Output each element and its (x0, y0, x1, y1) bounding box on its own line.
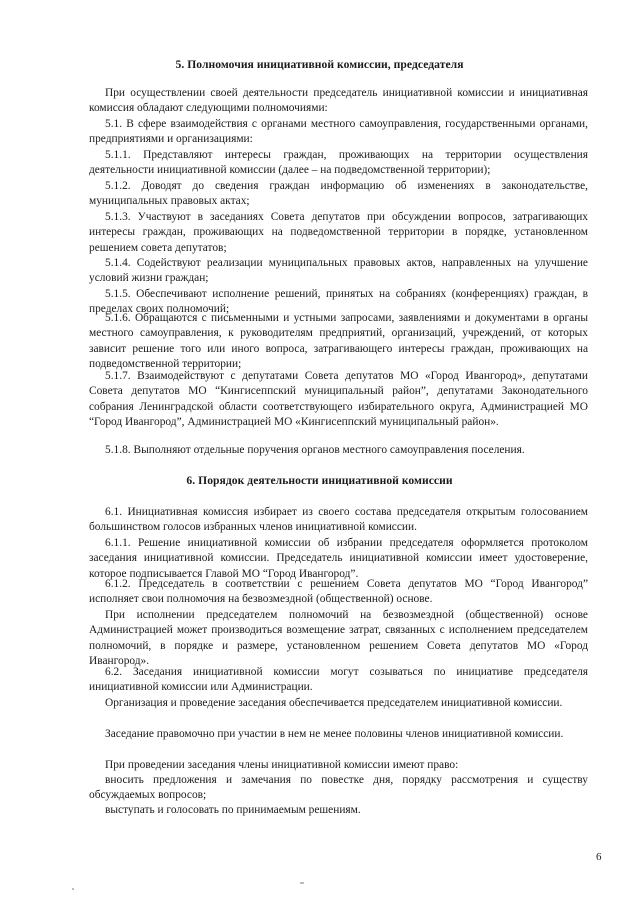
paragraph: вносить предложения и замечания по повестке дня, порядку рассмотрения и существу обсуждаемых вопросов; (89, 774, 588, 802)
paragraph: 5.1. В сфере взаимодействия с органами местного самоуправления, государственными органами, предприятиями и организациями: (89, 118, 588, 146)
paragraph: 5.1.2. Доводят до сведения граждан информацию об изменениях в законодательстве, муниципальных правовых актах; (89, 180, 588, 208)
paragraph: 6.1. Инициативная комиссия избирает из своего состава председателя открытым голосованием большинством голосов избранных членов инициативной комиссии. (89, 506, 588, 534)
page-number: 6 (596, 851, 602, 863)
paragraph: 5.1.6. Обращаются с письменными и устными запросами, заявлениями и документами в органы местного самоуправления, к руководителям предприятий, организаций, учреждений, от которых зависит решение того или иного вопроса, затрагивающего интересы граждан, проживающих на подведомственной территории; (89, 312, 588, 370)
paragraph: 5.1.3. Участвуют в заседаниях Совета депутатов при обсуждении вопросов, затрагивающих интересы граждан, проживающих на подведомственной территории в порядке, установленном решением совета депутатов; (89, 211, 588, 254)
scan-speck (72, 888, 74, 890)
scan-speck (300, 882, 304, 884)
paragraph: 6.1.1. Решение инициативной комиссии об избрании председателя оформляется протоколом заседания инициативной комиссии. Председатель инициативной комиссии имеет удостоверение, которое подписывается Главой МО “Город Ивангород”. (89, 537, 588, 580)
paragraph: Заседание правомочно при участии в нем не менее половины членов инициативной комиссии. (105, 728, 564, 740)
paragraph: При проведении заседания члены инициативной комиссии имеют право: (105, 759, 459, 771)
paragraph: Организация и проведение заседания обеспечивается председателем инициативной комиссии. (105, 697, 563, 709)
paragraph: 5.1.1. Представляют интересы граждан, проживающих на территории осуществления деятельности инициативной комиссии (далее – на подведомственной территории); (89, 149, 588, 177)
paragraph: При осуществлении своей деятельности председатель инициативной комиссии и инициативная комиссия обладают следующими полномочиями: (89, 87, 588, 115)
section-6-heading: 6. Порядок деятельности инициативной комиссии (186, 474, 453, 487)
paragraph: 5.1.4. Содействуют реализации муниципальных правовых актов, направленных на улучшение условий жизни граждан; (89, 257, 588, 285)
paragraph: При исполнении председателем полномочий на безвозмездной (общественной) основе Администрацией может производиться возмещение затрат, связанных с исполнением председателем полномочий, в порядке и размере, установленном решением Совета депутатов МО «Город Ивангород». (89, 609, 588, 667)
paragraph: 6.1.2. Председатель в соответствии с решением Совета депутатов МО “Город Ивангород” исполняет свои полномочия на безвозмездной (общественной) основе. (89, 578, 588, 606)
paragraph: 5.1.5. Обеспечивают исполнение решений, принятых на собраниях (конференциях) граждан, в пределах своих полномочий; (89, 288, 588, 316)
section-5-heading: 5. Полномочия инициативной комиссии, председателя (175, 58, 464, 71)
paragraph: 5.1.7. Взаимодействуют с депутатами Совета депутатов МО «Город Ивангород», депутатами Совета депутатов МО “Кингисеппский муниципальный район”, депутатами Законодательного собрания Ленинградской области соответствующего избирательного округа, Администрацией МО “Город Ивангород”, Администрацией МО «Кингисеппский муниципальный район». (89, 370, 588, 428)
paragraph: 5.1.8. Выполняют отдельные поручения органов местного самоуправления поселения. (105, 444, 525, 456)
paragraph: 6.2. Заседания инициативной комиссии могут созываться по инициативе председателя инициативной комиссии или Администрации. (89, 666, 588, 694)
paragraph: выступать и голосовать по принимаемым решениям. (105, 804, 361, 816)
